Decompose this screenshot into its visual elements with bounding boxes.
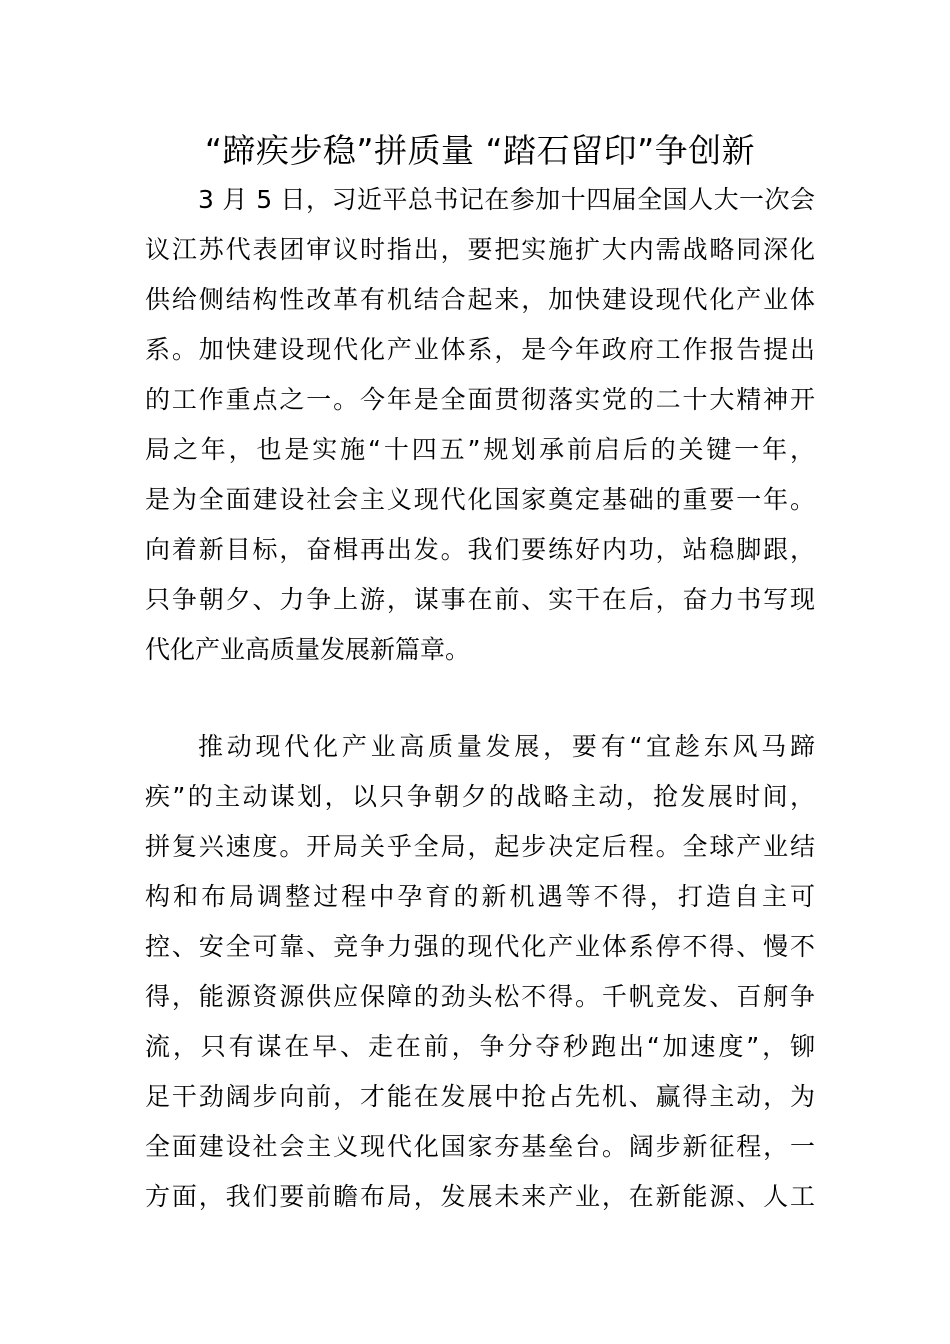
paragraph-line: 3 月 5 日，习近平总书记在参加十四届全国人大一次会 <box>198 185 815 214</box>
paragraph-line: 代化产业高质量发展新篇章。 <box>145 635 471 664</box>
paragraph-line: 是为全面建设社会主义现代化国家奠定基础的重要一年。 <box>145 485 815 514</box>
document-title: “蹄疾步稳”拼质量 “踏石留印”争创新 <box>204 131 756 170</box>
paragraph-line: 拼复兴速度。开局关乎全局，起步决定后程。全球产业结 <box>145 832 815 861</box>
paragraph-line: 推动现代化产业高质量发展，要有“宜趁东风马蹄 <box>198 732 815 761</box>
paragraph-line: 全面建设社会主义现代化国家夯基垒台。阔步新征程，一 <box>145 1132 815 1161</box>
paragraph-line: 系。加快建设现代化产业体系，是今年政府工作报告提出 <box>145 335 815 364</box>
paragraph-line: 疾”的主动谋划，以只争朝夕的战略主动，抢发展时间， <box>145 782 815 811</box>
paragraph-line: 议江苏代表团审议时指出，要把实施扩大内需战略同深化 <box>145 235 815 264</box>
paragraph-line: 的工作重点之一。今年是全面贯彻落实党的二十大精神开 <box>145 385 815 414</box>
paragraph-line: 局之年，也是实施“十四五”规划承前启后的关键一年， <box>145 435 815 464</box>
paragraph-line: 足干劲阔步向前，才能在发展中抢占先机、赢得主动，为 <box>145 1082 815 1111</box>
paragraph-line: 只争朝夕、力争上游，谋事在前、实干在后，奋力书写现 <box>145 585 815 614</box>
paragraph-line: 方面，我们要前瞻布局，发展未来产业，在新能源、人工 <box>145 1182 815 1211</box>
paragraph-line: 得，能源资源供应保障的劲头松不得。千帆竞发、百舸争 <box>145 982 815 1011</box>
paragraph-line: 控、安全可靠、竞争力强的现代化产业体系停不得、慢不 <box>145 932 815 961</box>
paragraph-line: 向着新目标，奋楫再出发。我们要练好内功，站稳脚跟， <box>145 535 815 564</box>
paragraph-line: 构和布局调整过程中孕育的新机遇等不得，打造自主可 <box>145 882 815 911</box>
paragraph-line: 供给侧结构性改革有机结合起来，加快建设现代化产业体 <box>145 285 815 314</box>
paragraph-line: 流，只有谋在早、走在前，争分夺秒跑出“加速度”，铆 <box>145 1032 815 1061</box>
